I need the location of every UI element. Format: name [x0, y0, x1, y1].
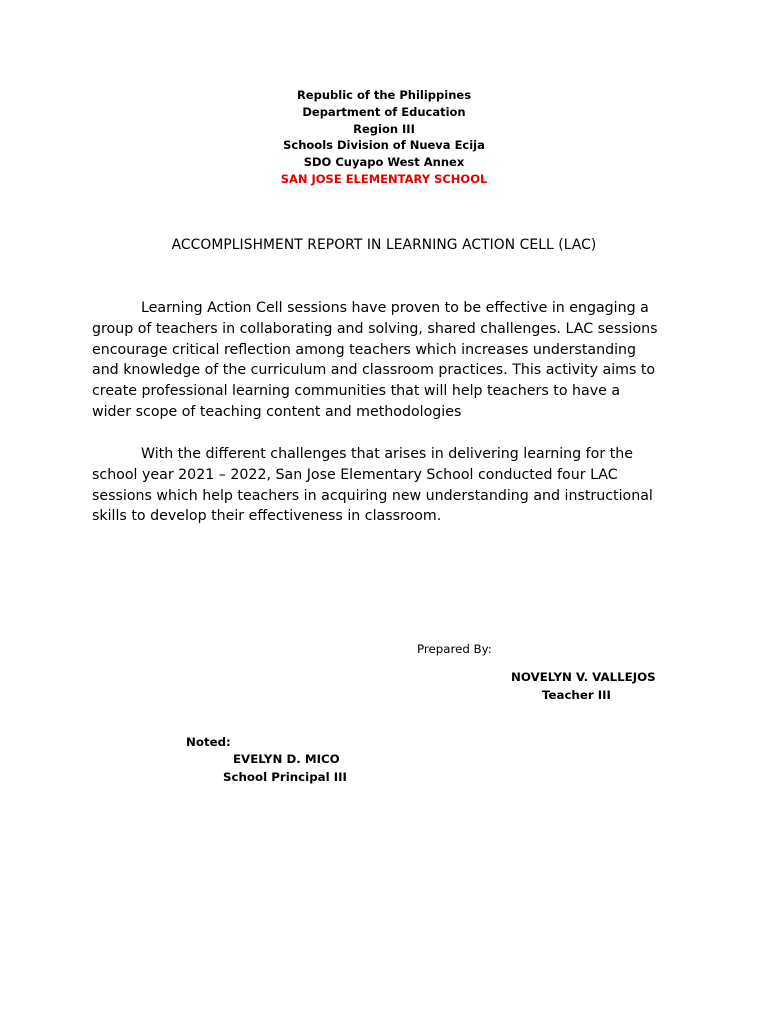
paragraph-line: skills to develop their effectiveness in classroom. [92, 508, 442, 525]
letterhead-line-department: Department of Education [302, 104, 466, 119]
body-paragraph-1 [92, 298, 682, 423]
paragraph-line: encourage critical reflection among teachers which increases understanding [92, 341, 637, 358]
letterhead-line-region: Region III [353, 121, 415, 136]
report-title: ACCOMPLISHMENT REPORT IN LEARNING ACTION CELL (LAC) [171, 237, 597, 253]
paragraph-line: sessions which help teachers in acquiring new understanding and instructional [92, 487, 653, 504]
noter-name: EVELYN D. MICO [233, 752, 340, 766]
body-paragraph-2 [92, 444, 682, 527]
letterhead-line-division: Schools Division of Nueva Ecija [283, 138, 485, 153]
paragraph-line: and knowledge of the curriculum and classroom practices. This activity aims to [92, 362, 656, 379]
prepared-by-label: Prepared By: [417, 642, 492, 656]
paragraph-line: Learning Action Cell sessions have proven to be effective in engaging a [141, 300, 649, 316]
noter-position: School Principal III [223, 770, 347, 784]
noted-label: Noted: [186, 735, 231, 749]
paragraph-line: With the different challenges that arises in delivering learning for the [141, 446, 633, 462]
paragraph-line: group of teachers in collaborating and solving, shared challenges. LAC sessions [92, 320, 658, 337]
paragraph-line: school year 2021 – 2022, San Jose Elementary School conducted four LAC [92, 466, 618, 483]
letterhead-line-sdo: SDO Cuyapo West Annex [303, 155, 465, 170]
preparer-position: Teacher III [542, 688, 611, 702]
preparer-name: NOVELYN V. VALLEJOS [511, 670, 656, 684]
paragraph-line: create professional learning communities that will help teachers to have a [92, 383, 621, 400]
letterhead-line-republic: Republic of the Philippines [296, 88, 472, 102]
paragraph-line: wider scope of teaching content and methodologies [92, 403, 462, 420]
letterhead [0, 87, 768, 188]
letterhead-school-name: SAN JOSE ELEMENTARY SCHOOL [280, 171, 488, 186]
